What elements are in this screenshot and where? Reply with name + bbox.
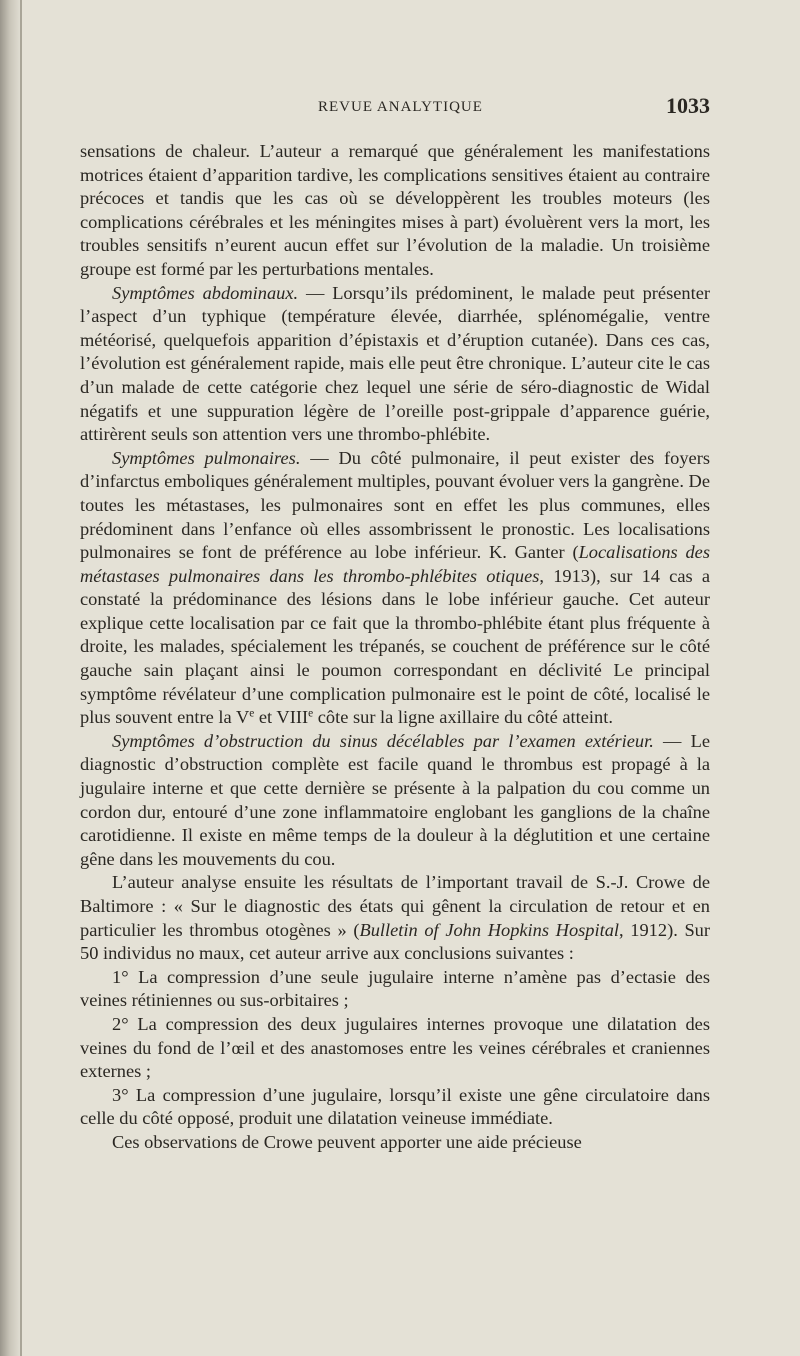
paragraph-text: , 1912). Sur 50 individus no maux, cet auteur arrive aux conclusions suivantes :: [80, 919, 710, 964]
running-title: REVUE ANALYTIQUE: [318, 99, 483, 115]
paragraph-text: , 1913), sur 14 cas a constaté la prédominance des lésions dans le lobe inférieur gauche. Cet auteur explique cette localisation par ce fait que la thrombo-phlébite étant plus fréquente à droite, les malades, spécialement les trépanés, se couchent de préférence sur le côté gauche sain plaçant ainsi le poumon correspondant en déclivité Le principal symptôme révélateur d’une complication pulmonaire est le point de côté, localisé le plus souvent entre la V: [80, 565, 710, 728]
paragraph-closing: Ces observations de Crowe peuvent apporter une aide précieuse: [112, 1131, 582, 1152]
paragraph-text: — Lorsqu’ils prédominent, le malade peut présenter l’aspect d’un typhique (température élevée, diarrhée, splénomégalie, ventre météorisé, quelquefois apparition d’épistaxis et d’éruption cutanée). Dans ces cas, l’évolution est généralement rapide, mais elle peut être chronique. L’auteur cite le cas d’un malade de cette catégorie chez lequel une série de séro-diagnostic de Widal négatifs et une suppuration légère de l’oreille post-grippale d’apparence guérie, attirèrent seuls son attention vers une thrombo-phlébite.: [80, 282, 710, 445]
page-header: [80, 93, 710, 123]
conclusion-item-2: 2° La compression des deux jugulaires internes provoque une dilatation des veines du fond de l’œil et des anastomoses entre les veines cérébrales et craniennes externes ;: [80, 1013, 710, 1082]
conclusion-item-1: 1° La compression d’une seule jugulaire interne n’amène pas d’ectasie des veines rétiniennes ou sus-orbitaires ;: [80, 966, 710, 1011]
section-heading: Symptômes abdominaux.: [112, 282, 299, 303]
page-number: 1033: [666, 93, 710, 118]
section-heading: Symptômes pulmonaires.: [112, 447, 301, 468]
citation-title: Bulletin of John Hopkins Hospital: [359, 919, 620, 940]
book-gutter-shadow: [0, 0, 22, 1356]
paragraph-crowe-analysis: [80, 871, 710, 965]
article-body: [80, 140, 710, 1155]
paragraph-text: — Du côté pulmonaire, il peut exister des foyers d’infarctus emboliques généralement multiples, pouvant évoluer vers la gangrène. De toutes les métastases, les pulmonaires sont en effet les plus communes, elles prédominent dans l’enfance où elles assombrissent le pronostic. Les localisations pulmonaires se font de préférence au lobe inférieur. K. Ganter (: [80, 447, 710, 563]
paragraph-pulmonary-symptoms: [80, 447, 710, 730]
paragraph-abdominal-symptoms: [80, 282, 710, 447]
conclusion-item-3: 3° La compression d’une jugulaire, lorsqu’il existe une gêne circulatoire dans celle du côté opposé, produit une dilatation veineuse immédiate.: [80, 1084, 710, 1129]
citation-title: Localisations des métastases pulmonaires dans les thrombo-phlébites otiques: [80, 542, 710, 586]
paragraph-text: et VIII: [254, 707, 309, 728]
paragraph-text: — Le diagnostic d’obstruction complète est facile quand le thrombus est propagé à la jugulaire interne et que cette dernière se présente à la palpation du cou comme un cordon dur, entouré d’une zone inflammatoire englobant les ganglions de la chaîne carotidienne. Il existe en même temps de la douleur à la déglutition et une certaine gêne dans les mouvements du cou.: [80, 730, 710, 869]
superscript: e: [308, 707, 314, 720]
superscript: e: [249, 707, 255, 720]
paragraph-continued: [80, 140, 710, 282]
paragraph-text: côte sur la ligne axillaire du côté atteint.: [313, 707, 613, 728]
paragraph-text: sensations de chaleur. L’auteur a remarqué que généralement les manifestations motrices étaient d’apparition tardive, les complications sensitives étaient au contraire précoces et tandis que les cas où se développèrent les troubles moteurs (les complications cérébrales et les méningites mises à part) évoluèrent vers la mort, les troubles sensitifs n’eurent aucun effet sur l’évolution de la maladie. Un troisième groupe est formé par les perturbations mentales.: [80, 141, 710, 279]
paragraph-sinus-obstruction: [80, 730, 710, 872]
paragraph-text: L’auteur analyse ensuite les résultats de l’important travail de S.-J. Crowe de Baltimore : « Sur le diagnostic des états qui gênent la circulation de retour et en particulier les thrombus otogènes » (: [80, 872, 710, 940]
section-heading: Symptômes d’obstruction du sinus décélables par l’examen extérieur.: [112, 730, 654, 751]
page-edge-line: [20, 0, 22, 1356]
